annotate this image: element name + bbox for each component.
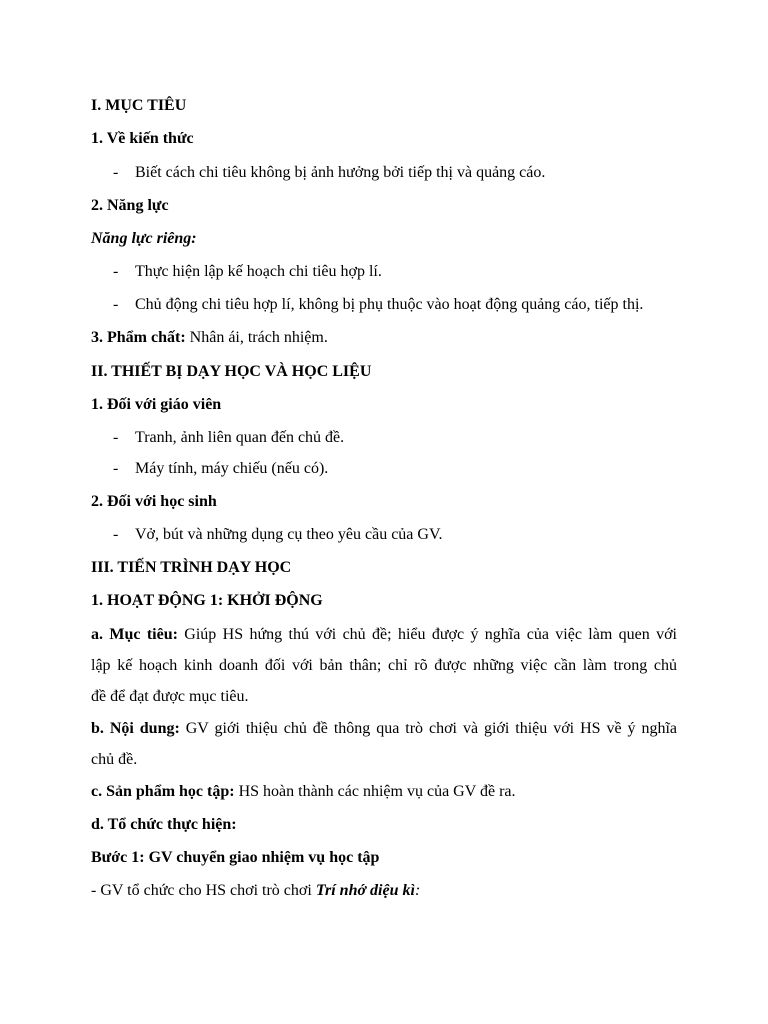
step1-heading: Bước 1: GV chuyển giao nhiệm vụ học tập	[91, 849, 380, 866]
section-heading-equipment: II. THIẾT BỊ DẠY HỌC VÀ HỌC LIỆU	[91, 363, 372, 380]
bullet-item: - Tranh, ảnh liên quan đến chủ đề.	[113, 429, 345, 446]
goal-paragraph: a. Mục tiêu: Giúp HS hứng thú với chủ đề; hiểu được ý nghĩa của việc làm quen với lập kế hoạch kinh doanh đối với bản thân; chỉ rõ được những việc cần làm trong chủ đề để đạt được mục tiêu.	[91, 626, 678, 705]
knowledge-heading: 1. Về kiến thức	[91, 130, 194, 147]
organize-heading: d. Tổ chức thực hiện:	[91, 816, 237, 833]
competence-heading: 2. Năng lực	[91, 197, 169, 214]
game-line: - GV tổ chức cho HS chơi trò chơi Trí nhớ diệu kì:	[91, 882, 421, 899]
student-heading: 2. Đối với học sinh	[91, 493, 217, 510]
product-line: c. Sản phẩm học tập: HS hoàn thành các nhiệm vụ của GV đề ra.	[91, 783, 516, 800]
teacher-heading: 1. Đối với giáo viên	[91, 396, 222, 413]
bullet-item: - Thực hiện lập kế hoạch chi tiêu hợp lí.	[113, 263, 382, 280]
bullet-item: - Chủ động chi tiêu hợp lí, không bị phụ thuộc vào hoạt động quảng cáo, tiếp thị.	[113, 296, 644, 313]
bullet-item: - Máy tính, máy chiếu (nếu có).	[113, 460, 329, 477]
specific-competence-label: Năng lực riêng:	[91, 230, 197, 247]
section-heading-objectives: I. MỤC TIÊU	[91, 97, 187, 114]
content-paragraph: b. Nội dung: GV giới thiệu chủ đề thông qua trò chơi và giới thiệu với HS về ý nghĩa chủ đề.	[91, 720, 677, 768]
section-heading-process: III. TIẾN TRÌNH DẠY HỌC	[91, 559, 292, 576]
bullet-item: - Vở, bút và những dụng cụ theo yêu cầu của GV.	[113, 526, 443, 543]
quality-line: 3. Phẩm chất: Nhân ái, trách nhiệm.	[91, 329, 328, 346]
activity-heading: 1. HOẠT ĐỘNG 1: KHỞI ĐỘNG	[91, 592, 323, 609]
bullet-item: - Biết cách chi tiêu không bị ảnh hưởng bởi tiếp thị và quảng cáo.	[113, 164, 546, 181]
